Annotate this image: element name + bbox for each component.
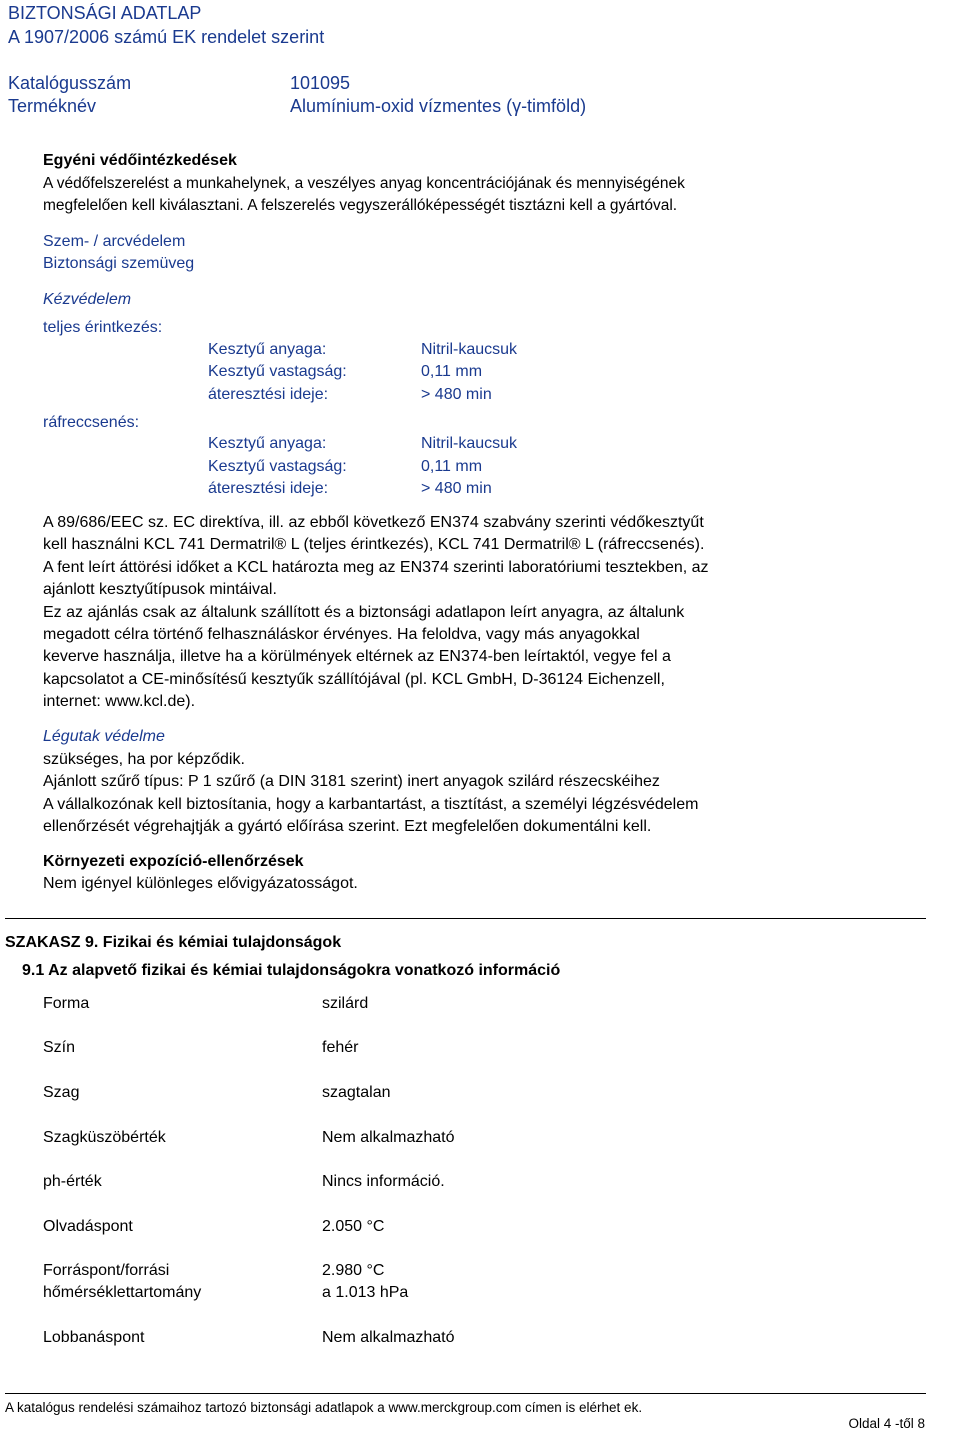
property-label: Olvadáspont	[43, 1218, 133, 1235]
product-name-label: Terméknév	[8, 96, 97, 116]
section-9-1-subheading: 9.1 Az alapvető fizikai és kémiai tulajdonságokra vonatkozó információ	[22, 962, 561, 979]
glove-material-label: Kesztyű anyaga:	[208, 341, 327, 358]
section-9-heading: SZAKASZ 9. Fizikai és kémiai tulajdonságok	[5, 934, 342, 951]
property-label: Forráspont/forrási	[43, 1262, 170, 1279]
paragraph-line: szükséges, ha por képződik.	[43, 751, 245, 768]
paragraph-line: internet: www.kcl.de).	[43, 693, 196, 711]
glove-thickness-label: Kesztyű vastagság:	[208, 363, 347, 380]
property-value: szilárd	[322, 995, 369, 1012]
ppe-intro-line: megfelelően kell kiválasztani. A felszerelés vegyszerállóképességét tisztázni kell a gyártóval.	[43, 197, 678, 214]
property-value: Nem alkalmazható	[322, 1329, 455, 1346]
breakthrough-time-label: áteresztési ideje:	[208, 480, 329, 497]
breakthrough-time-label: áteresztési ideje:	[208, 386, 329, 403]
property-label: Lobbanáspont	[43, 1329, 145, 1346]
glove-thickness-value: 0,11 mm	[421, 458, 483, 475]
ppe-intro-line: A védőfelszerelést a munkahelynek, a veszélyes anyag koncentrációjának és mennyiségének	[43, 175, 685, 192]
environmental-text: Nem igényel különleges elővigyázatosságot.	[43, 875, 358, 892]
property-value: Nem alkalmazható	[322, 1129, 455, 1146]
page-number: Oldal 4 -től 8	[848, 1416, 925, 1431]
property-label: Forma	[43, 995, 90, 1012]
property-value: 2.980 °C	[322, 1262, 385, 1279]
property-value: szagtalan	[322, 1084, 391, 1101]
property-value: fehér	[322, 1039, 359, 1056]
document-title: BIZTONSÁGI ADATLAP	[8, 3, 202, 23]
glove-material-value: Nitril-kaucsuk	[421, 435, 518, 452]
footer-note: A katalógus rendelési számaihoz tartozó biztonsági adatlapok a www.merckgroup.com címen is elérhet ek.	[5, 1400, 643, 1415]
paragraph-line: ellenőrzését végrehajtják a gyártó előírása szerint. Ezt megfelelően dokumentálni kell.	[43, 818, 652, 836]
respiratory-protection-heading: Légutak védelme	[43, 728, 165, 745]
property-label: hőmérséklettartomány	[43, 1284, 202, 1301]
catalog-number-label: Katalógusszám	[8, 73, 132, 93]
property-value: Nincs információ.	[322, 1173, 445, 1190]
hand-protection-heading: Kézvédelem	[43, 291, 132, 308]
full-contact-label: teljes érintkezés:	[43, 319, 163, 336]
glove-thickness-value: 0,11 mm	[421, 363, 483, 380]
paragraph-line: keverve használja, illetve ha a körülmények eltérnek az EN374-ben leírtaktól, vegye fel a	[43, 648, 671, 666]
splash-label: ráfreccsenés:	[43, 414, 140, 431]
catalog-number-value: 101095	[290, 73, 351, 93]
eye-protection-heading: Szem- / arcvédelem	[43, 233, 186, 250]
ppe-heading: Egyéni védőintézkedések	[43, 152, 237, 169]
property-value: a 1.013 hPa	[322, 1284, 409, 1301]
paragraph-line: Ez az ajánlás csak az általunk szállított és a biztonsági adatlapon leírt anyagra, az általunk	[43, 603, 685, 621]
property-value: 2.050 °C	[322, 1218, 385, 1235]
property-label: Szagküszöbérték	[43, 1129, 166, 1146]
respiratory-protection-paragraph	[43, 749, 813, 839]
paragraph-line: kapcsolatot a CE-minősítésű kesztyűk szállítójával (pl. KCL GmbH, D-36124 Eichenzell,	[43, 670, 665, 688]
property-label: Szag	[43, 1084, 80, 1101]
product-name-value: Alumínium-oxid vízmentes (γ-timföld)	[290, 96, 587, 116]
paragraph-line: A fent leírt áttörési időket a KCL határozta meg az EN374 szerinti laboratóriumi tesztekben, az	[43, 558, 709, 576]
property-label: Szín	[43, 1039, 76, 1056]
paragraph-line: ajánlott kesztyűtípusok mintáival.	[43, 581, 277, 599]
glove-material-value: Nitril-kaucsuk	[421, 341, 518, 358]
paragraph-line: A 89/686/EEC sz. EC direktíva, ill. az ebből következő EN374 szabvány szerinti védőkesztyűt	[43, 514, 704, 531]
glove-thickness-label: Kesztyű vastagság:	[208, 458, 347, 475]
section-divider	[5, 918, 926, 919]
footer-divider	[5, 1393, 926, 1394]
breakthrough-time-value: > 480 min	[421, 386, 492, 403]
eye-protection-text: Biztonsági szemüveg	[43, 255, 195, 272]
glove-directive-paragraph	[43, 512, 813, 714]
paragraph-line: kell használni KCL 741 Dermatril® L (teljes érintkezés), KCL 741 Dermatril® L (ráfreccsenés).	[43, 536, 705, 554]
paragraph-line: Ajánlott szűrő típus: P 1 szűrő (a DIN 3181 szerint) inert anyagok szilárd részecskéihez	[43, 773, 660, 791]
glove-material-label: Kesztyű anyaga:	[208, 435, 327, 452]
breakthrough-time-value: > 480 min	[421, 480, 492, 497]
paragraph-line: megadott célra történő felhasználáskor érvényes. Ha feloldva, vagy más anyagokkal	[43, 626, 640, 644]
regulation-text: A 1907/2006 számú EK rendelet szerint	[8, 27, 325, 47]
paragraph-line: A vállalkozónak kell biztosítania, hogy a karbantartást, a tisztítást, a személyi légzésvédelem	[43, 795, 699, 813]
environmental-heading: Környezeti expozíció-ellenőrzések	[43, 853, 304, 870]
property-label: ph-érték	[43, 1173, 102, 1190]
